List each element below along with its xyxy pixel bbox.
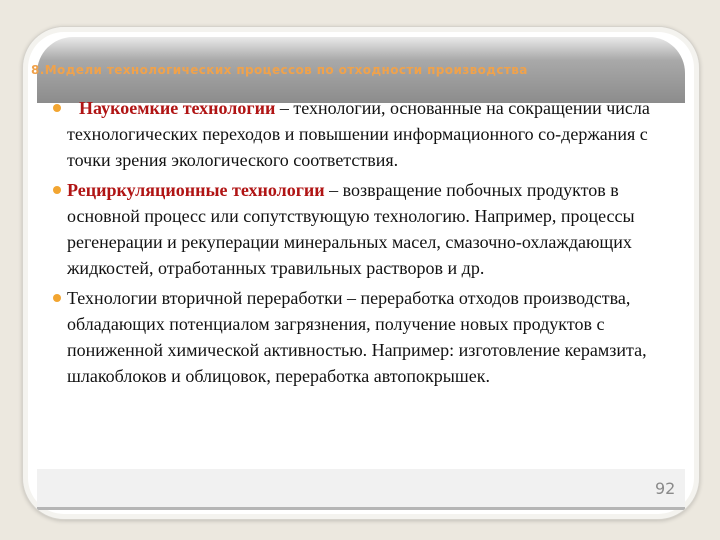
bullet-dot-icon (53, 294, 61, 302)
slide-card (22, 26, 700, 520)
bullet-item (53, 95, 685, 173)
footer-strip (37, 469, 685, 510)
bullet-term: Наукоемкие технологии (79, 98, 276, 118)
slide-content (53, 95, 685, 393)
bullet-text: – возвращение побочных продуктов в основной процесс или сопутствующую технологию. Например, процессы регенерации и рекуперации минеральных масел, смазочно-охлаждающих жидкостей, отработанных травильных растворов и др. (67, 180, 635, 278)
bullet-dot-icon (53, 104, 61, 112)
bullet-text: – технологии, основанные на сокращении числа технологических переходов и повышении информационного со-держания с точки зрения экологического соответствия. (67, 98, 650, 170)
bullet-text: Технологии вторичной переработки – переработка отходов производства, обладающих потенциалом загрязнения, получение новых продуктов с пониженной химической активностью. Например: изготовление керамзита, шлакоблоков и облицовок, переработка автопокрышек. (67, 288, 647, 386)
bullet-dot-icon (53, 186, 61, 194)
slide-title: 8.Модели технологических процессов по отходности производства (31, 63, 528, 77)
page-number: 92 (655, 479, 676, 498)
bullet-item (53, 285, 685, 389)
bullet-item (53, 177, 685, 281)
bullet-term: Рециркуляционные технологии (67, 180, 325, 200)
